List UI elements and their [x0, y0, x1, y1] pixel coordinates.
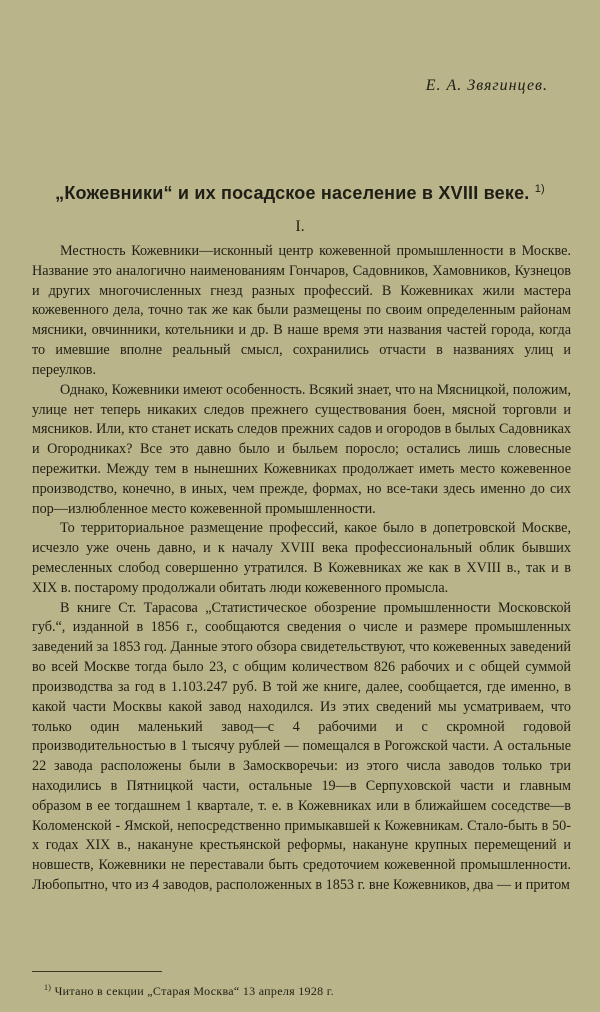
author-name: Е. А. Звягинцев.	[425, 77, 548, 94]
section-number: I.	[295, 218, 305, 235]
footnote-divider	[32, 971, 162, 972]
paragraph-2: Однако, Кожевники имеют особенность. Всякий знает, что на Мясницкой, положим, улице нет теперь никаких следов прежнего существования боен, мясной торговли и мясников. Или, кто станет искать следов прежних садов и огородов в былых Садовниках и Огородниках? Все это давно было и быльем поросло; остались лишь словесные пережитки. Между тем в нынешних Кожевниках продолжает иметь место кожевенное производство, конечно, в иных, чем прежде, формах, но все-таки здесь именно до сих пор—излюбленное место кожевенной промышленности.	[32, 381, 571, 517]
footnote	[44, 983, 334, 999]
article-title-text: „Кожевники“ и их посадское население в XVIII веке.	[55, 183, 530, 203]
footnote-mark: 1)	[44, 983, 52, 992]
footnote-reference[interactable]: 1)	[534, 183, 545, 195]
footnote-text: Читано в секции „Старая Москва“ 13 апреля 1928 г.	[54, 984, 334, 998]
article-title	[0, 183, 600, 204]
article-body	[32, 242, 571, 896]
paragraph-3: То территориальное размещение профессий, какое было в допетровской Москве, исчезло уже очень давно, и к началу XVIII века профессиональный облик бывших ремесленных слобод совершенно утратился. В Кожевниках же как в XVIII в., так и в XIX в. постарому продолжали обитать люди кожевенного промысла.	[32, 520, 571, 596]
paragraph-1: Местность Кожевники—исконный центр кожевенной промышленности в Москве. Название это аналогично наименованиям Гончаров, Садовников, Хамовников, Кузнецов и других многочисленных гнезд разных профессий. В Кожевниках жили мастера кожевенного дела, точно так же как были размещены по своим определенным районам мясники, овчинники, котельники и др. В наше время эти названия частей города, когда то имевшие вполне реальный смысл, сохранились отчасти в названиях улиц и переулков.	[32, 243, 571, 378]
paragraph-4: В книге Ст. Тарасова „Статистическое обозрение промышленности Московской губ.“, изданной в 1856 г., сообщаются сведения о числе и размере промышленных заведений за 1853 год. Данные этого обзора свидетельствуют, что кожевенных заведений во всей Москве тогда было 23, с общим количеством 826 рабочих и с общей суммой производства за год в 1.103.247 руб. В той же книге, далее, сообщается, где именно, в какой части Москвы какой завод находился. Из этих сведений мы усматриваем, что только один маленький завод—с 4 рабочими и с скромной годовой производительностью в 1 тысячу рублей — помещался в Рогожской части. А остальные 22 завода расположены были в Замоскворечьи: из этого числа заводов только три находились в Пятницкой части, остальные 19—в Серпуховской части и главным образом в ее тогдашнем 1 квартале, т. е. в Кожевниках или в ближайшем соседстве—в Коломенской - Ямской, непосредственно примыкавшей к Кожевникам. Стало-быть в 50-х годах XIX в., накануне крестьянской реформы, накануне крупных перемещений и новшеств, Кожевники не переставали быть средоточием кожевенной промышленности. Любопытно, что из 4 заводов, расположенных в 1853 г. вне Кожевников, два — и притом	[32, 599, 571, 893]
